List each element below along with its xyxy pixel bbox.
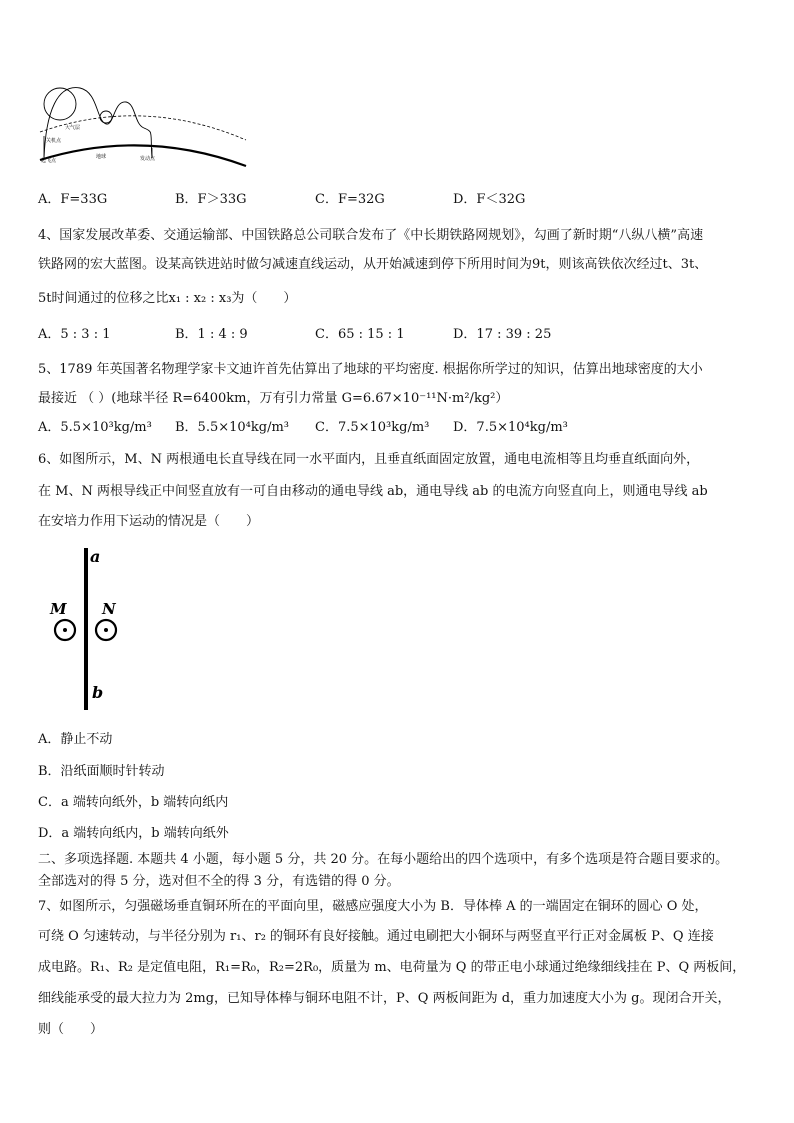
q5-option-c: C．7.5×10³kg/m³ xyxy=(315,420,430,435)
q4-option-c: C．65 : 15 : 1 xyxy=(315,327,405,342)
q7-stem-line3: 成电路。R₁、R₂ 是定值电阻，R₁=R₀，R₂=2R₀，质量为 m、电荷量为 Q 的带正电小球通过绝缘细线挂在 P、Q 两板间， xyxy=(38,960,746,975)
q6-option-c: C．a 端转向纸外，b 端转向纸内 xyxy=(38,795,229,810)
figure-label-left: 关机点 xyxy=(46,138,62,144)
q5-option-b: B．5.5×10⁴kg/m³ xyxy=(175,420,289,435)
q7-stem-line2: 可绕 O 匀速转动，与半径分别为 r₁、r₂ 的铜环有良好接触。通过电刷把大小铜环与两竖直平行正对金属板 P、Q 连接 xyxy=(38,929,714,944)
wires-figure xyxy=(44,540,134,715)
q3-option-b: B．F＞33G xyxy=(175,192,247,207)
trajectory-figure xyxy=(38,80,250,170)
section2-instruction-line1: 二、多项选择题. 本题共 4 小题，每小题 5 分，共 20 分。在每小题给出的四个选项中，有多个选项是符合题目要求的。 xyxy=(38,852,729,867)
section2-instruction-line2: 全部选对的得 5 分，选对但不全的得 3 分，有选错的得 0 分。 xyxy=(38,874,400,889)
q3-option-c: C．F=32G xyxy=(315,192,385,207)
figure-label-landing: 发动点 xyxy=(140,156,156,162)
q4-option-a: A．5 : 3 : 1 xyxy=(38,327,111,342)
q5-stem-line1: 5、1789 年英国著名物理学家卡文迪许首先估算出了地球的平均密度. 根据你所学过的知识，估算出地球密度的大小 xyxy=(38,362,703,377)
q5-stem-line2: 最接近 （ ）(地球半径 R=6400km，万有引力常量 G=6.67×10⁻¹¹N·m²/kg²） xyxy=(38,391,509,406)
q6-stem-line3: 在安培力作用下运动的情况是（ ） xyxy=(38,514,260,529)
q4-option-d: D．17 : 39 : 25 xyxy=(453,327,552,342)
q4-stem-line3: 5t时间通过的位移之比x₁ : x₂ : x₃为（ ） xyxy=(38,291,297,306)
q7-stem-line5: 则（ ） xyxy=(38,1022,104,1037)
q4-option-b: B．1 : 4 : 9 xyxy=(175,327,248,342)
q7-stem-line1: 7、如图所示，匀强磁场垂直铜环所在的平面向里，磁感应强度大小为 B．导体棒 A 的一端固定在铜环的圆心 O 处， xyxy=(38,899,708,914)
q7-stem-line4: 细线能承受的最大拉力为 2mg，已知导体棒与铜环电阻不计，P、Q 两板间距为 d，重力加速度大小为 g。现闭合开关， xyxy=(38,991,731,1006)
figure-label-atmosphere: 大气层 xyxy=(65,125,81,131)
q3-option-a: A．F=33G xyxy=(38,192,108,207)
q3-option-d: D．F＜32G xyxy=(453,192,526,207)
q5-option-a: A．5.5×10³kg/m³ xyxy=(38,420,152,435)
q5-option-d: D．7.5×10⁴kg/m³ xyxy=(453,420,568,435)
q6-option-b: B．沿纸面顺时针转动 xyxy=(38,764,165,779)
q4-stem-line2: 铁路网的宏大蓝图。设某高铁进站时做匀减速直线运动，从开始减速到停下所用时间为9t，则该高铁依次经过t、3t、 xyxy=(38,257,708,272)
wire-label-m: M xyxy=(50,600,67,618)
figure-label-launch: 起飞点 xyxy=(41,158,57,164)
figure-label-ground: 地球 xyxy=(96,154,107,160)
wire-label-a: a xyxy=(90,547,101,566)
q4-stem-line1: 4、国家发展改革委、交通运输部、中国铁路总公司联合发布了《中长期铁路网规划》，勾画了新时期“八纵八横”高速 xyxy=(38,228,704,243)
q6-stem-line1: 6、如图所示，M、N 两根通电长直导线在同一水平面内，且垂直纸面固定放置，通电电流相等且均垂直纸面向外， xyxy=(38,452,700,467)
q6-stem-line2: 在 M、N 两根导线正中间竖直放有一可自由移动的通电导线 ab，通电导线 ab 的电流方向竖直向上，则通电导线 ab xyxy=(38,484,708,499)
q6-option-a: A．静止不动 xyxy=(38,732,113,747)
wire-label-n: N xyxy=(102,600,116,618)
q6-option-d: D．a 端转向纸内，b 端转向纸外 xyxy=(38,826,229,841)
wire-label-b: b xyxy=(92,683,104,702)
